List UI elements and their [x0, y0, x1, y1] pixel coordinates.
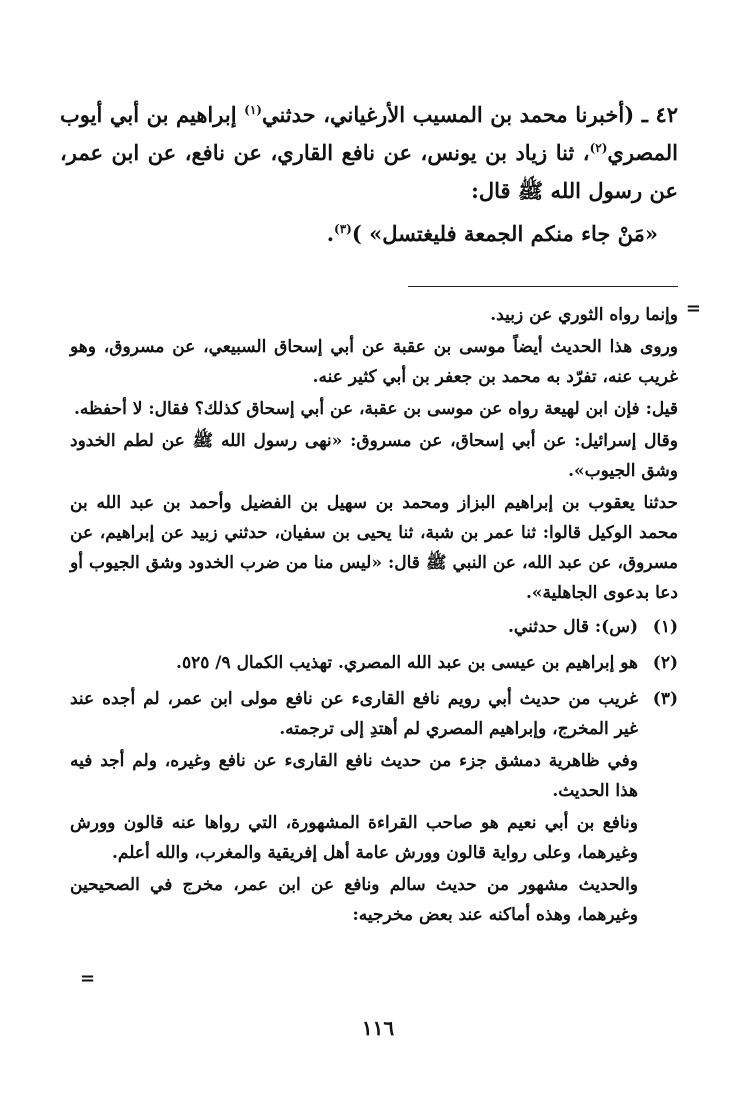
footnote-2: [70, 648, 678, 680]
footnote-number: (٣): [652, 689, 678, 709]
footnote-text: غريب من حديث أبي رويم نافع القارىء عن نافع مولى ابن عمر، لم أجده عند غير المخرج، وإبراهيم المصري لم أهتدِ إلى ترجمته.: [70, 689, 638, 739]
footnote-text: ونافع بن أبي نعيم هو صاحب القراءة المشهورة، التي رواها عنه قالون وورش وغيرهما، وعلى رواية قالون وورش عامة أهل إفريقية والمغرب، والله أعلم.: [70, 813, 638, 863]
hadith-text: ٤٢ ـ (أخبرنا محمد بن المسيب الأرغياني، حدثني$^{(١)}$ إبراهيم بن أبي أيوب المصري$^{(٢)}$، ثنا زياد بن يونس، عن نافع القاري، عن نافع، عن ابن عمر، عن رسول الله ﷺ قال:: [60, 102, 679, 203]
commentary-paragraph: وروى هذا الحديث أيضاً موسى بن عقبة عن أبي إسحاق السبيعي، عن مسروق، وهو غريب عنه، تفرّد به محمد بن جعفر بن أبي كثير عنه.: [70, 337, 678, 387]
footnote-1: [70, 612, 678, 644]
footnote-ref-1: (١): [244, 103, 262, 117]
commentary-paragraph: حدثنا يعقوب بن إبراهيم البزاز ومحمد بن سهيل بن الفضيل وأحمد بن عبد الله بن محمد الوكيل قالوا: ثنا عمر بن شبة، ثنا يحيى بن سفيان، حدثني زبيد عن إبراهيم، عن مسروق، عن عبد الله، عن النبي ﷺ قال: «ليس منا من ضرب الخدود وشق الجيوب أو دعا بدعوى الجاهلية».: [70, 493, 678, 603]
hadith-quote: «مَنْ جاء منكم الجمعة فليغتسل» )$^{(٣)}$.: [326, 221, 658, 246]
continuation-mark-top: =: [685, 298, 701, 319]
hadith-block: [60, 96, 678, 254]
footnote-text: والحديث مشهور من حديث سالم ونافع عن ابن عمر، مخرج في الصحيحين وغيرهما، وهذه أماكنه عند بعض مخرجيه:: [70, 875, 638, 925]
footnote-text: هو إبراهيم بن عيسى بن عبد الله المصري. تهذيب الكمال ٩/ ٥٢٥.: [176, 653, 638, 673]
commentary-paragraph: وإنما رواه الثوري عن زبيد.: [490, 305, 678, 325]
commentary-paragraph: قيل: فإن ابن لهيعة رواه عن موسى بن عقبة، عن أبي إسحاق كذلك؟ فقال: لا أحفظه.: [73, 399, 678, 419]
footnote-text: وفي ظاهرية دمشق جزء من حديث نافع القارىء عن نافع وغيره، ولم أجد فيه هذا الحديث.: [70, 751, 638, 801]
footnotes-section: [70, 300, 678, 934]
continuation-mark-bottom: =: [80, 968, 96, 989]
footnote-separator: [408, 286, 678, 287]
hadith-number: ٤٢ ـ: [641, 102, 679, 127]
footnote-ref-2: (٢): [589, 141, 608, 155]
footnote-number: (١): [652, 617, 678, 637]
footnote-3: [70, 684, 678, 932]
footnote-ref-3: (٣): [334, 222, 352, 236]
commentary-paragraph: وقال إسرائيل: عن أبي إسحاق، عن مسروق: «نهى رسول الله ﷺ عن لطم الخدود وشق الجيوب».: [70, 431, 678, 481]
page-number: ١١٦: [361, 1016, 395, 1040]
footnote-number: (٢): [652, 653, 678, 673]
footnote-text: (س): قال حدثني.: [508, 617, 638, 637]
